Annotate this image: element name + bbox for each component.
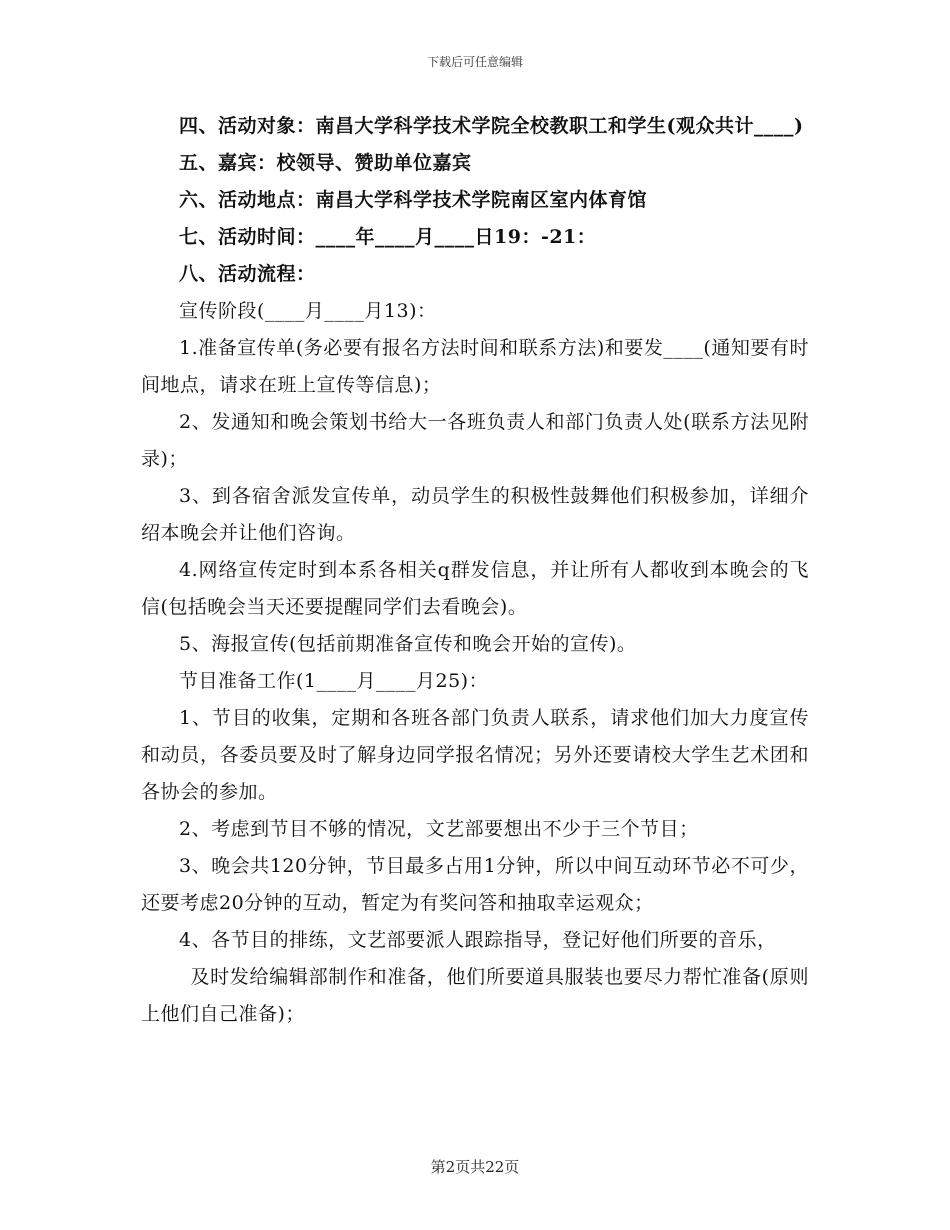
document-body	[141, 108, 809, 1033]
paragraph-audience: 四、活动对象：南昌大学科学技术学院全校教职工和学生(观众共计____)	[179, 115, 804, 137]
paragraph-promotion-stage: 宣传阶段(____月____月13)：	[179, 300, 437, 322]
paragraph-program-2: 2、考虑到节目不够的情况，文艺部要想出不少于三个节目；	[179, 818, 699, 840]
paragraph-process-heading: 八、活动流程：	[179, 263, 316, 285]
paragraph-promotion-2: 2、发通知和晚会策划书给大一各班负责人和部门负责人处(联系方法见附录)；	[141, 411, 809, 470]
page-header-note: 下载后可任意编辑	[426, 55, 523, 69]
paragraph-promotion-5: 5、海报宣传(包括前期准备宣传和晚会开始的宣传)。	[179, 633, 637, 655]
paragraph-program-prep: 节目准备工作(1____月____月25)：	[179, 670, 489, 692]
paragraph-guests: 五、嘉宾：校领导、赞助单位嘉宾	[179, 152, 472, 174]
paragraph-program-4: 4、各节目的排练，文艺部要派人跟踪指导，登记好他们所要的音乐，	[179, 929, 777, 951]
paragraph-time: 七、活动时间：____年____月____日19：-21：	[179, 226, 597, 248]
paragraph-location: 六、活动地点：南昌大学科学技术学院南区室内体育馆	[179, 189, 648, 211]
paragraph-promotion-3: 3、到各宿舍派发宣传单，动员学生的积极性鼓舞他们积极参加，详细介绍本晚会并让他们咨询。	[141, 485, 809, 544]
page-number: 第2页共22页	[430, 1158, 520, 1176]
paragraph-program-4-cont: 及时发给编辑部制作和准备，他们所要道具服装也要尽力帮忙准备(原则上他们自己准备)；	[141, 966, 809, 1025]
paragraph-program-3: 3、晚会共120分钟，节目最多占用1分钟，所以中间互动环节必不可少，还要考虑20分钟的互动，暂定为有奖问答和抽取幸运观众；	[141, 855, 809, 914]
paragraph-promotion-4: 4.网络宣传定时到本系各相关q群发信息，并让所有人都收到本晚会的飞信(包括晚会当天还要提醒同学们去看晚会)。	[141, 559, 809, 618]
paragraph-program-1: 1、节目的收集，定期和各班各部门负责人联系，请求他们加大力度宣传和动员，各委员要及时了解身边同学报名情况；另外还要请校大学生艺术团和各协会的参加。	[141, 707, 809, 803]
paragraph-promotion-1: 1.准备宣传单(务必要有报名方法时间和联系方法)和要发____(通知要有时间地点，请求在班上宣传等信息)；	[141, 337, 809, 396]
